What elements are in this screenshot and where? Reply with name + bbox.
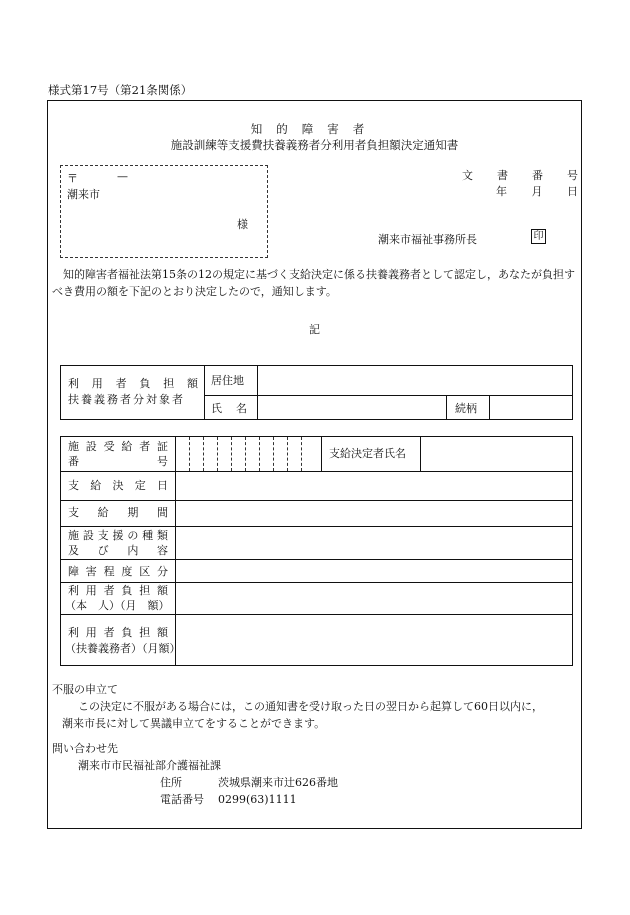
facility-cert-label-line1: 施 設 受 給 者 証 — [68, 440, 168, 453]
disability-class-label: 障 害 程 度 区 分 — [68, 565, 168, 578]
objection-text-line1: この決定に不服がある場合には，この通知書を受け取った日の翌日から起算して60日以内に， — [78, 700, 543, 713]
address-label: 住所 — [160, 776, 182, 789]
decision-details-table — [60, 436, 573, 666]
issuer-name: 潮来市福祉事務所長 — [378, 233, 477, 246]
support-type-label-line2: 及 び 内 容 — [68, 544, 168, 557]
phone-value: 0299(63)1111 — [218, 793, 297, 806]
support-period-label: 支 給 期 間 — [68, 506, 168, 519]
decision-date-label: 支 給 決 定 日 — [68, 479, 168, 492]
notice-form-frame — [47, 100, 582, 829]
decided-person-name-label: 支給決定者氏名 — [329, 447, 406, 460]
postal-code-dash: — — [117, 170, 128, 183]
seal-mark: 印 — [531, 229, 546, 244]
burden-label-line1: 利 用 者 負 担 額 — [68, 377, 198, 390]
contact-address-row — [52, 774, 579, 791]
support-type-label-line1: 施 設 支 援 の 種 類 — [68, 529, 168, 542]
relationship-label: 続柄 — [455, 402, 477, 415]
residence-label: 居住地 — [211, 374, 244, 387]
burden-sponsor-label-line1: 利 用 者 負 担 額 — [68, 626, 168, 639]
contact-heading: 問い合わせ先 — [52, 742, 118, 755]
honorific-sama: 様 — [237, 218, 248, 231]
notice-body-text: 知的障害者福祉法第15条の12の規定に基づく支給決定に係る扶養義務者として認定し，あなたが負担すべき費用の額を下記のとおり決定したので，通知します。 — [52, 268, 575, 298]
contact-department: 潮来市市民福祉部介護福祉課 — [78, 759, 221, 772]
guarantor-subject-label: 扶養義務者分対象者 — [68, 393, 185, 406]
notes-section — [52, 681, 579, 808]
phone-label: 電話番号 — [160, 793, 204, 806]
address-value: 茨城県潮来市辻626番地 — [218, 776, 338, 789]
recipient-address-box — [60, 165, 268, 258]
recipient-city: 潮来市 — [67, 188, 100, 201]
document-date-label: 年 月 日 — [496, 185, 578, 198]
postal-mark: 〒 — [67, 172, 78, 185]
burden-sponsor-label-line2: （扶養義務者）（月額） — [65, 642, 181, 655]
contact-phone-row — [52, 791, 579, 808]
document-number-label: 文 書 番 号 — [462, 169, 578, 182]
burden-self-label-line1: 利 用 者 負 担 額 — [68, 584, 168, 597]
name-label: 氏 名 — [211, 402, 247, 415]
guarantor-table — [60, 365, 573, 420]
objection-text-line2: 潮来市長に対して異議申立てをすることができます。 — [62, 717, 326, 730]
ki-marker: 記 — [309, 323, 320, 336]
burden-self-label-line2: （本 人）（月 額） — [65, 599, 170, 612]
form-title-line2: 施設訓練等支援費扶養義務者分利用者負担額決定通知書 — [170, 138, 459, 152]
form-number-label: 様式第17号（第21条関係） — [48, 83, 193, 97]
objection-heading: 不服の申立て — [52, 683, 118, 696]
facility-cert-label-line2: 番 号 — [68, 455, 168, 468]
form-title-line1: 知的障害者 — [250, 122, 379, 136]
